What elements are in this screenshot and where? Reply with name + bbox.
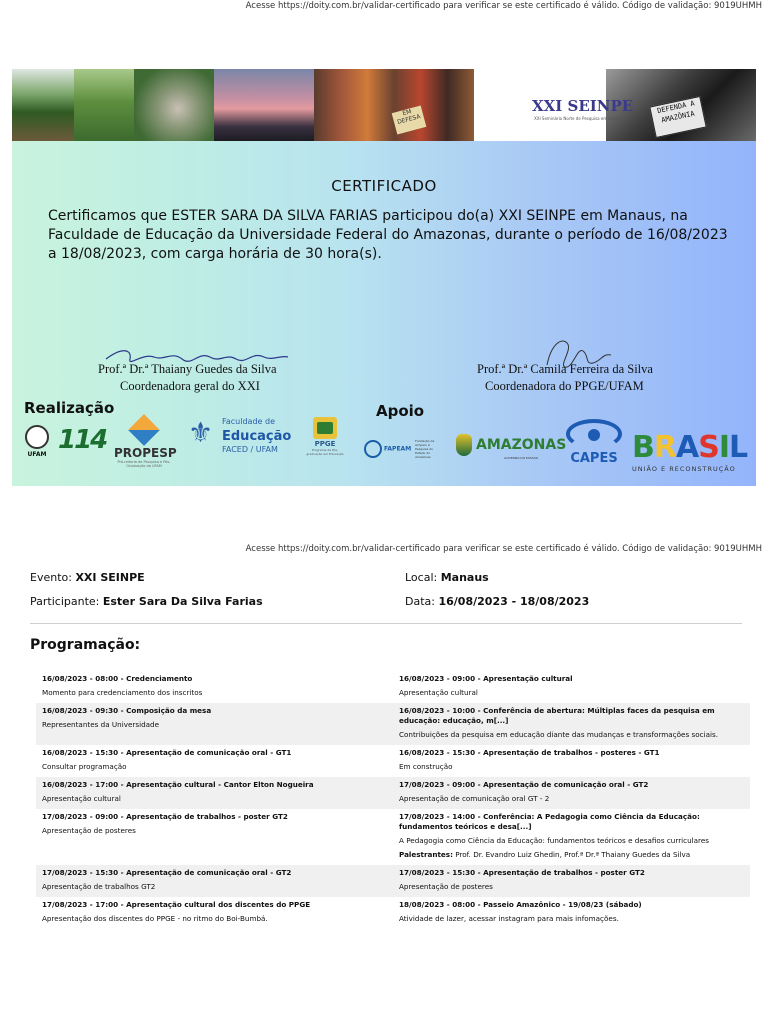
schedule-item-description: Apresentação dos discentes do PPGE - no ritmo do Boi-Bumbá. <box>42 914 268 923</box>
capes-logo <box>562 419 626 466</box>
schedule-item <box>393 671 750 703</box>
schedule-item <box>36 777 393 809</box>
schedule-item-description: Apresentação de posteres <box>42 826 136 835</box>
schedule-item-speakers <box>399 850 744 860</box>
table-row <box>36 671 750 703</box>
brasil-letter: A <box>675 430 699 465</box>
apoio-label: Apoio <box>376 402 425 420</box>
brasil-letter: R <box>653 430 676 465</box>
schedule-item-heading: 17/08/2023 - 09:00 - Apresentação de comunicação oral - GT2 <box>399 780 649 789</box>
fapeam-logo-text: FAPEAM <box>384 445 412 453</box>
evento-value: XXI SEINPE <box>75 571 145 584</box>
signature-role-2: Coordenadora do PPGE/UFAM <box>485 379 644 393</box>
certificate <box>12 69 756 486</box>
ufam-logo-text: UFAM <box>27 451 47 458</box>
capes-logo-text: CAPES <box>570 451 618 466</box>
speakers-names: Prof. Dr. Evandro Luiz Ghedin, Prof.ª Dr.ª Thaiany Guedes da Silva <box>455 850 691 859</box>
faced-logo-line1: Faculdade de <box>222 417 275 426</box>
schedule-item-heading: 17/08/2023 - 14:00 - Conferência: A Pedagogia como Ciência da Educação: fundamentos teóricos e desa[...] <box>399 812 700 831</box>
amazonas-crest-icon <box>456 434 472 456</box>
protest-sign-text: EM DEFESA <box>392 105 427 134</box>
divider <box>30 623 742 624</box>
ppge-logo <box>306 417 344 456</box>
brasil-letter: B <box>632 430 654 465</box>
amazonas-logo-text: AMAZONAS <box>476 437 567 453</box>
local-label: Local: <box>405 571 438 584</box>
signature-name-1: Prof.ª Dr.ª Thaiany Guedes da Silva <box>98 362 277 376</box>
schedule-item-description: Apresentação de posteres <box>399 882 493 891</box>
schedule-item-heading: 16/08/2023 - 08:00 - Credenciamento <box>42 674 193 683</box>
schedule-item-description: Apresentação cultural <box>42 794 121 803</box>
propesp-logo-text: PROPESP <box>114 446 177 460</box>
schedule-item <box>36 703 393 745</box>
participante-label: Participante: <box>30 595 100 608</box>
brasil-letter: L <box>728 430 748 465</box>
ufam-seal-icon <box>25 425 49 449</box>
propesp-cube-icon <box>128 414 160 446</box>
propesp-logo-sub: Pró-reitoria de Pesquisa e Pós-Graduação da UFAM <box>117 460 171 468</box>
photo-forest-aerial <box>74 69 134 141</box>
photo-indigenous-group <box>314 69 474 141</box>
schedule-item <box>36 671 393 703</box>
ppge-logo-sub: Programa de Pós-graduação em Educação <box>306 448 344 456</box>
seinpe-logo-title: XXI SEINPE <box>532 97 634 115</box>
schedule-item <box>393 703 750 745</box>
programacao-table <box>36 671 750 929</box>
schedule-item-heading: 16/08/2023 - 09:30 - Composição da mesa <box>42 706 212 715</box>
evento-info <box>30 571 145 584</box>
data-label: Data: <box>405 595 435 608</box>
ppge-book-icon <box>313 417 337 439</box>
table-row <box>36 865 750 897</box>
realizacao-label: Realização <box>24 399 115 417</box>
schedule-item-description: Consultar programação <box>42 762 127 771</box>
capes-eye-icon <box>566 419 622 449</box>
schedule-item-heading: 16/08/2023 - 09:00 - Apresentação cultural <box>399 674 573 683</box>
fapeam-logo <box>364 439 435 459</box>
schedule-item <box>393 777 750 809</box>
schedule-item-description: Apresentação de trabalhos GT2 <box>42 882 156 891</box>
brasil-letter: I <box>718 430 729 465</box>
schedule-item <box>36 865 393 897</box>
photo-campus-aerial <box>134 69 214 141</box>
amazonas-logo-sub: GOVERNO DO ESTADO <box>504 456 539 460</box>
schedule-item <box>36 897 393 929</box>
signature-role-1: Coordenadora geral do XXI <box>120 379 260 393</box>
schedule-item-description: Apresentação cultural <box>399 688 478 697</box>
schedule-item-heading: 17/08/2023 - 15:30 - Apresentação de trabalhos - poster GT2 <box>399 868 645 877</box>
table-row <box>36 703 750 745</box>
fapeam-circle-icon <box>364 440 382 458</box>
amazonas-logo <box>456 434 566 460</box>
schedule-item-heading: 16/08/2023 - 17:00 - Apresentação cultural - Cantor Elton Nogueira <box>42 780 314 789</box>
schedule-item-description: Atividade de lazer, acessar instagram para mais infomações. <box>399 914 619 923</box>
schedule-item-heading: 16/08/2023 - 15:30 - Apresentação de comunicação oral - GT1 <box>42 748 292 757</box>
schedule-item-heading: 17/08/2023 - 17:00 - Apresentação cultural dos discentes do PPGE <box>42 900 311 909</box>
schedule-item-description: Momento para credenciamento dos inscritos <box>42 688 203 697</box>
schedule-item-heading: 16/08/2023 - 10:00 - Conferência de abertura: Múltiplas faces da pesquisa em educação: educação, m[...] <box>399 706 715 725</box>
table-row <box>36 897 750 929</box>
ufam-114-logo: 114 <box>58 425 107 455</box>
signature-block-2 <box>477 361 653 395</box>
schedule-item-heading: 18/08/2023 - 08:00 - Passeio Amazônico - 19/08/23 (sábado) <box>399 900 642 909</box>
schedule-item <box>393 809 750 865</box>
schedule-item-heading: 16/08/2023 - 15:30 - Apresentação de trabalhos - posteres - GT1 <box>399 748 660 757</box>
schedule-item-description: Apresentação de comunicação oral GT - 2 <box>399 794 550 803</box>
table-row <box>36 777 750 809</box>
signature-name-2: Prof.ª Dr.ª Camila Ferreira da Silva <box>477 362 653 376</box>
brasil-logo <box>632 430 748 473</box>
ppge-logo-text: PPGE <box>314 440 336 448</box>
speakers-label: Palestrantes: <box>399 850 453 859</box>
signature-block-1 <box>98 361 277 395</box>
schedule-item <box>393 745 750 777</box>
fapeam-logo-sub: Fundação de Amparo à Pesquisa do Estado do Amazonas <box>415 439 435 459</box>
programacao-title: Programação: <box>30 637 141 653</box>
schedule-item <box>36 745 393 777</box>
faced-logo-line2: Educação <box>222 429 292 444</box>
schedule-item-description: Representantes da Universidade <box>42 720 160 729</box>
photo-sunset <box>214 69 314 141</box>
protest-sign-amazonia: DEFENDA A AMAZÔNIA <box>649 96 707 138</box>
schedule-item-heading: 17/08/2023 - 15:30 - Apresentação de comunicação oral - GT2 <box>42 868 292 877</box>
local-info <box>405 571 489 584</box>
validation-note-page2: Acesse https://doity.com.br/validar-certificado para verificar se este certificado é válido. Código de validação: 9019UHMH <box>245 544 762 554</box>
schedule-item-description: A Pedagogia como Ciência da Educação: fundamentos teóricos e desafios curriculares <box>399 836 710 845</box>
propesp-logo <box>114 416 177 468</box>
data-value: 16/08/2023 - 18/08/2023 <box>438 595 590 608</box>
certificate-body: Certificamos que ESTER SARA DA SILVA FARIAS participou do(a) XXI SEINPE em Manaus, na Faculdade de Educação da Universidade Federal do Amazonas, durante o período de 16/08/2023 a 18/08/2023, com carga horária de 30 hora(s). <box>48 208 728 262</box>
schedule-item-heading: 17/08/2023 - 09:00 - Apresentação de trabalhos - poster GT2 <box>42 812 288 821</box>
schedule-item <box>393 897 750 929</box>
evento-label: Evento: <box>30 571 72 584</box>
participante-info <box>30 595 263 608</box>
brasil-logo-word <box>632 430 748 465</box>
schedule-item <box>36 809 393 865</box>
validation-note-top: Acesse https://doity.com.br/validar-certificado para verificar se este certificado é válido. Código de validação: 9019UHMH <box>245 1 762 11</box>
ufam-logo <box>24 425 50 458</box>
schedule-item <box>393 865 750 897</box>
seinpe-logo-subtitle: XXI Seminário Norte de Pesquisa em Educação <box>534 116 628 121</box>
participante-value: Ester Sara Da Silva Farias <box>102 595 263 608</box>
schedule-item-description: Contribuições da pesquisa em educação diante das mudanças e transformações sociais. <box>399 730 719 739</box>
schedule-item-description: Em construção <box>399 762 453 771</box>
faced-logo-line3: FACED / UFAM <box>222 445 278 454</box>
brasil-letter: S <box>698 430 719 465</box>
photo-river <box>12 69 74 141</box>
fleur-de-lis-icon: ⚜ <box>188 416 214 449</box>
table-row <box>36 745 750 777</box>
photo-banner <box>12 69 756 141</box>
local-value: Manaus <box>440 571 489 584</box>
table-row <box>36 809 750 865</box>
brasil-logo-sub: UNIÃO E RECONSTRUÇÃO <box>632 465 736 473</box>
certificate-title: CERTIFICADO <box>331 177 437 195</box>
data-info <box>405 595 589 608</box>
